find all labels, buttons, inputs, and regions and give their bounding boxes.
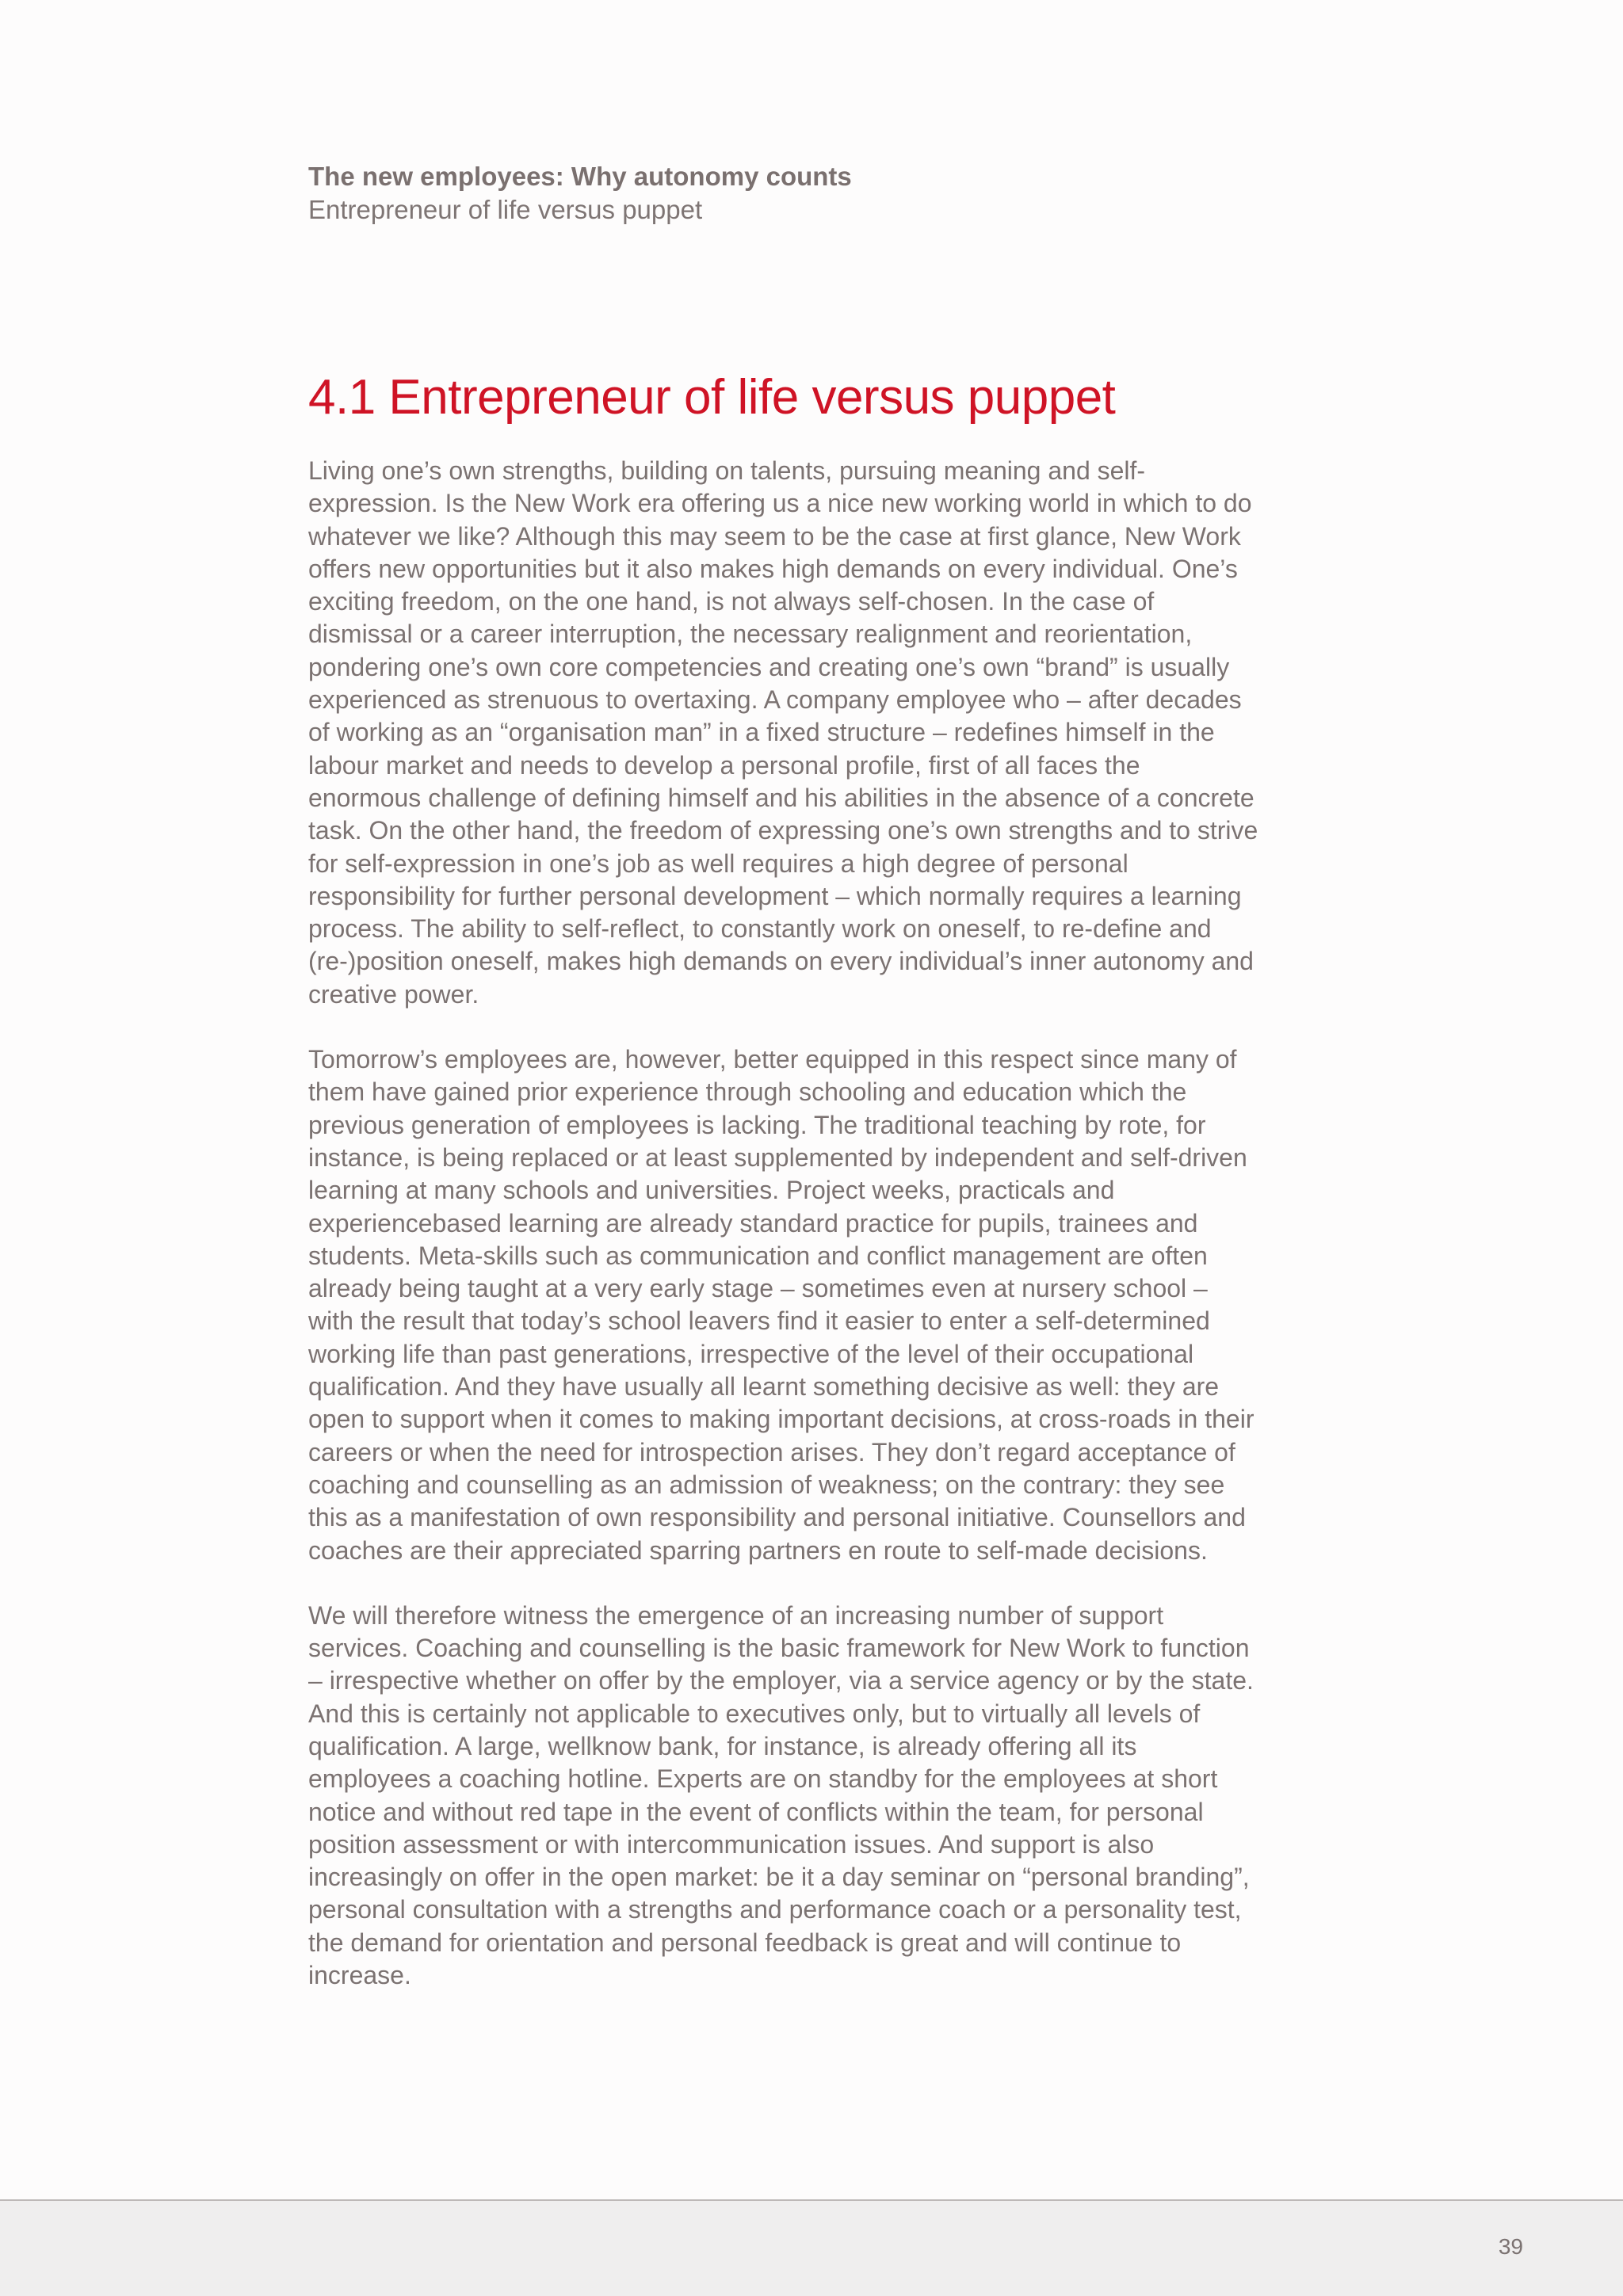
body-text: [308, 455, 1259, 2024]
page-footer: [0, 2199, 1623, 2296]
running-header-subtitle: Entrepreneur of life versus puppet: [308, 195, 703, 224]
paragraph-1: Living one’s own strengths, building on talents, pursuing meaning and self-expression. Is the New Work era offering us a nice new working world in which to do whatever we like? Although this may seem to be the case at first glance, New Work offers new opportunities but it also makes high demands on every individual. One’s exciting freedom, on the one hand, is not always self-chosen. In the case of dismissal or a career interruption, the necessary realignment and reorientation, pondering one’s own core competencies and creating one’s own “brand” is usually experienced as strenuous to overtaxing. A company employee who – after decades of working as an “organisation man” in a fixed structure – redefines himself in the labour market and needs to develop a personal profile, first of all faces the enormous challenge of defining himself and his abilities in the absence of a concrete task. On the other hand, the freedom of expressing one’s own strengths and to strive for self-expression in one’s job as well requires a high degree of personal responsibility for further personal development – which normally requires a learning process. The ability to self-reflect, to constantly work on oneself, to re-define and (re-)position oneself, makes high demands on every individual’s inner autonomy and creative power.: [308, 456, 1258, 1009]
section-heading: 4.1 Entrepreneur of life versus puppet: [308, 370, 1116, 425]
paragraph-3: We will therefore witness the emergence of an increasing number of support services. Coaching and counselling is the basic framework for New Work to function – irrespective whether on offer by the employer, via a service agency or by the state. And this is certainly not applicable to executives only, but to virtually all levels of qualification. A large, wellknow bank, for instance, is already offering all its employees a coaching hotline. Experts are on standby for the employees at short notice and without red tape in the event of conflicts within the team, for personal position assessment or with intercommunication issues. And support is also increasingly on offer in the open market: be it a day seminar on “personal branding”, personal consultation with a strengths and performance coach or a personality test, the demand for orientation and personal feedback is great and will continue to increase.: [308, 1600, 1254, 1990]
running-header: [308, 160, 1338, 227]
page-number: 39: [1498, 2234, 1523, 2259]
running-header-title: The new employees: Why autonomy counts: [308, 162, 852, 191]
paragraph-2: Tomorrow’s employees are, however, better equipped in this respect since many of them have gained prior experience through schooling and education which the previous generation of employees is lacking. The traditional teaching by rote, for instance, is being replaced or at least supplemented by independent and self-driven learning at many schools and universities. Project weeks, practicals and experiencebased learning are already standard practice for pupils, trainees and students. Meta-skills such as communication and conflict management are often already being taught at a very early stage – sometimes even at nursery school – with the result that today’s school leavers find it easier to enter a self-determined working life than past generations, irrespective of the level of their occupational qualification. And they have usually all learnt something decisive as well: they are open to support when it comes to making important decisions, at cross-roads in their careers or when the need for introspection arises. They don’t regard acceptance of coaching and counselling as an admission of weakness; on the contrary: they see this as a manifestation of own responsibility and personal initiative. Counsellors and coaches are their appreciated sparring partners en route to self-made decisions.: [308, 1045, 1254, 1565]
